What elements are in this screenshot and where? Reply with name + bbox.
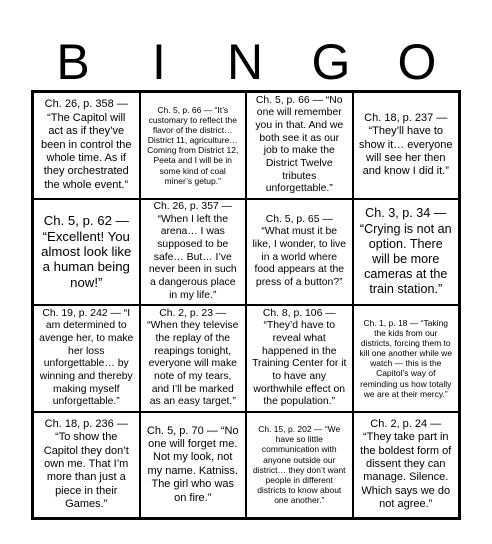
bingo-cell[interactable] [246,412,353,519]
cell-text: Ch. 18, p. 237 — “They’ll have to show it… everyone will see her then and know I did it.” [358,111,453,178]
header-letter-b: B [56,34,90,90]
bingo-cell[interactable] [353,92,460,199]
cell-text: Ch. 18, p. 236 — “To show the Capitol they don’t own me. That I’m more than just a piece in their Games.” [43,417,129,511]
bingo-cell[interactable] [140,92,247,199]
cell-text: Ch. 15, p. 202 — “We have so little communication with anyone outside our district… they don’t want people in different districts to know about one another.” [252,424,346,506]
header-letter-g: G [311,34,351,90]
bingo-cell[interactable] [33,305,140,412]
cell-text: Ch. 5, p. 62 — “Excellent! You almost look like a human being now!” [41,213,132,290]
bingo-cell[interactable] [246,305,353,412]
bingo-cell[interactable] [140,305,247,412]
bingo-grid [31,90,461,520]
bingo-cell[interactable] [246,92,353,199]
header-letter-i: I [152,34,166,90]
bingo-cell[interactable] [353,412,460,519]
bingo-cell[interactable] [353,305,460,412]
cell-text: Ch. 26, p. 357 — “When I left the arena… I was supposed to be safe… But… I’ve never been in such a dangerous place in my life.” [148,201,237,301]
cell-text: Ch. 5, p. 65 — “What must it be like, I wonder, to live in a world where food appears at the press of a button?” [252,213,347,289]
bingo-cell[interactable] [33,199,140,306]
bingo-cell[interactable] [140,412,247,519]
header-letter-o: O [397,34,437,90]
bingo-cell[interactable] [33,412,140,519]
cell-text: Ch. 3, p. 34 — “Crying is not an option. There will be more cameras at the train station.” [359,206,452,296]
cell-text: Ch. 8, p. 106 — “They’d have to reveal what happened in the Training Center for it to have any worthwhile effect on the population.” [252,307,347,408]
bingo-cell[interactable] [246,199,353,306]
header-letter-n: N [226,34,264,90]
cell-text: Ch. 5, p. 66 — “It’s customary to reflect the flavor of the district… District 11, agriculture… Coming from District 12, Peeta and I will be in some kind of coal miner’s getup.” [147,104,239,186]
cell-text: Ch. 1, p. 18 — “Taking the kids from our districts, forcing them to kill one another while we watch — this is the Capitol’s way of reminding us how totally we are at their mercy.” [359,317,453,399]
cell-text: Ch. 2, p. 23 — “When they televise the replay of the reapings tonight, everyone will make note of my tears, and I’ll be marked as an easy target.” [147,307,239,408]
cell-text: Ch. 26, p. 358 — “The Capitol will act as if they’ve been in control the whole time. As if they orchestrated the whole event.” [40,98,132,191]
cell-text: Ch. 5, p. 66 — “No one will remember you in that. And we both see it as our job to make the District Twelve tributes unforgettable.” [255,94,344,195]
cell-text: Ch. 2, p. 24 — “They take part in the boldest form of dissent they can manage. Silence. Which says we do not agree.” [360,417,452,511]
cell-text: Ch. 19, p. 242 — “I am determined to avenge her, to make her loss unforgettable… by winning and thereby making myself unforgettable.” [39,307,134,408]
bingo-cell[interactable] [33,92,140,199]
bingo-cell[interactable] [140,199,247,306]
bingo-cell[interactable] [353,199,460,306]
cell-text: Ch. 5, p. 70 — “No one will forget me. Not my look, not my name. Katniss. The girl who was on fire.” [146,424,239,504]
bingo-header [30,35,460,90]
